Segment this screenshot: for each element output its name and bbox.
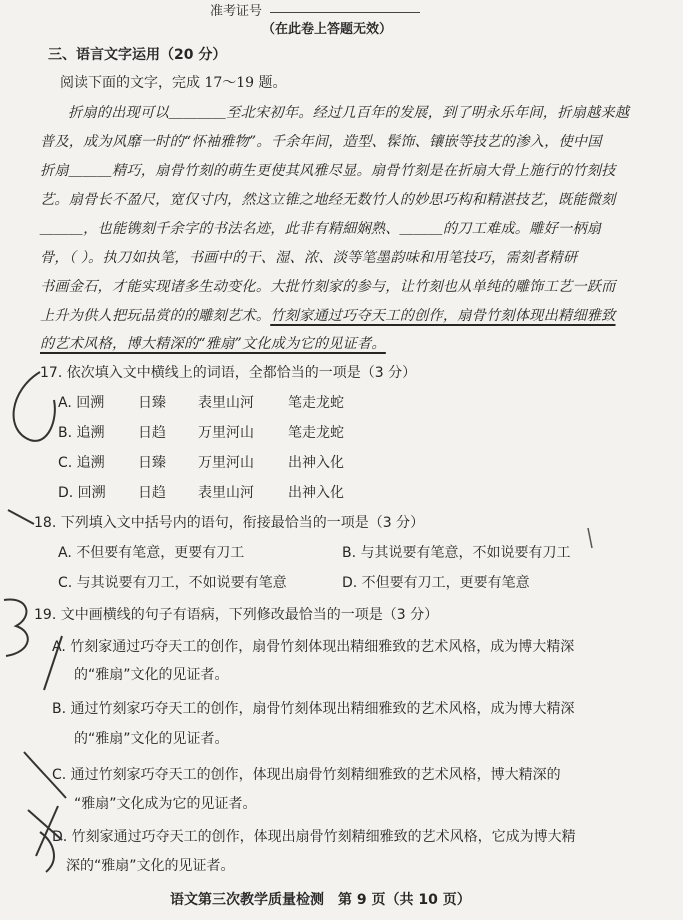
passage-line: 普及，成为风靡一时的“怀袖雅物”。千余年间，造型、髹饰、镶嵌等技艺的渗入，使中国 [40,134,602,150]
q17-a-word1: A. 回溯 [58,395,105,411]
q17-a-word2: 日臻 [138,395,166,411]
passage-line: 艺。扇骨长不盈尺，宽仅寸内，然这立锥之地经无数竹人的妙思巧构和精湛技艺，既能微刻 [40,192,616,208]
q17-a-word4: 笔走龙蛇 [288,395,344,411]
q17-c-word1: C. 追溯 [58,455,105,471]
q19-option-d-line2[interactable]: 深的“雅扇”文化的见证者。 [66,858,235,874]
q19-option-a-line2[interactable]: 的“雅扇”文化的见证者。 [74,667,229,683]
q18-option-a[interactable]: A. 不但要有笔意，更要有刀工 [58,545,245,561]
q17-option-b[interactable] [58,422,344,442]
q17-d-word3: 表里山河 [198,485,254,501]
q19-option-b-line2[interactable]: 的“雅扇”文化的见证者。 [74,731,229,747]
q19-option-c-line1[interactable]: C. 通过竹刻家巧夺天工的创作，体现出扇骨竹刻精细雅致的艺术风格，博大精深的 [52,767,561,783]
q18-option-b[interactable]: B. 与其说要有笔意，不如说要有刀工 [342,545,571,561]
q19-option-b-line1[interactable]: B. 通过竹刻家巧夺天工的创作，扇骨竹刻体现出精细雅致的艺术风格，成为博大精深 [52,701,575,717]
passage-line: 骨，（ ）。执刀如执笔，书画中的干、湿、浓、淡等笔墨韵味和用笔技巧，需刻者精研 [40,250,578,266]
q17-b-word3: 万里河山 [198,425,254,441]
q17-option-a[interactable] [58,392,344,412]
q17-c-word4: 出神入化 [288,455,344,471]
q18-option-c[interactable]: C. 与其说要有刀工，不如说要有笔意 [58,575,287,591]
question-18-stem: 18. 下列填入文中括号内的语句，衔接最恰当的一项是（3 分） [34,515,425,531]
q17-d-word1: D. 回溯 [58,485,106,501]
q17-c-word3: 万里河山 [198,455,254,471]
q17-c-word2: 日臻 [138,455,166,471]
section-title: 三、语言文字运用（20 分） [48,47,227,63]
q17-b-word1: B. 追溯 [58,425,105,441]
passage-line: 上升为供人把玩品赏的的雕刻艺术。 [40,308,271,324]
exam-id-label: 准考证号 [210,4,263,19]
q17-b-word4: 笔走龙蛇 [288,425,344,441]
q17-option-c[interactable] [58,452,344,472]
question-17-stem: 17. 依次填入文中横线上的词语，全都恰当的一项是（3 分） [40,365,417,381]
section-instruction: 阅读下面的文字，完成 17～19 题。 [60,75,287,91]
q17-d-word4: 出神入化 [288,485,344,501]
passage-line: ＿＿＿，也能镌刻千余字的书法名迹，此非有精細娴熟、＿＿＿的刀工难成。雕好一柄扇 [40,221,602,237]
q17-a-word3: 表里山河 [198,395,254,411]
passage-line-with-underline [40,305,616,325]
q19-option-d-line1[interactable]: D. 竹刻家通过巧夺天工的创作，体现出扇骨竹刻精细雅致的艺术风格，它成为博大精 [52,829,576,845]
pen-mark-q18 [8,510,34,524]
pen-mark-q17 [14,372,55,441]
q17-d-word2: 日趋 [138,485,166,501]
page-footer: 语文第三次教学质量检测 第 9 页（共 10 页） [170,892,471,908]
pen-mark-q19 [4,599,28,656]
q19-option-a-line1[interactable]: A. 竹刻家通过巧夺天工的创作，扇骨竹刻体现出精细雅致的艺术风格，成为博大精深 [52,639,575,655]
q19-option-c-line2[interactable]: “雅扇”文化成为它的见证者。 [74,796,257,812]
exam-id-blank [270,12,420,13]
passage-line: 书画金石，才能实现诸多生动变化。大批竹刻家的参与，让竹刻也从单纯的雕饰工艺一跃而 [40,279,616,295]
answer-invalid-notice: （在此卷上答题无效） [262,22,393,37]
passage-line: 折扇的出现可以＿＿＿＿至北宋初年。经过几百年的发展，到了明永乐年间，折扇越来越 [68,105,630,121]
pen-tick-q18 [588,528,592,548]
underlined-sentence-part2: 的艺术风格，博大精深的“雅扇”文化成为它的见证者。 [40,336,386,352]
q17-option-d[interactable] [58,482,344,502]
underlined-sentence-part1: 竹刻家通过巧夺天工的创作，扇骨竹刻体现出精细雅致 [270,308,616,324]
q18-option-d[interactable]: D. 不但要有刀工，更要有笔意 [342,575,530,591]
q17-b-word2: 日趋 [138,425,166,441]
question-19-stem: 19. 文中画横线的句子有语病，下列修改最恰当的一项是（3 分） [34,607,439,623]
passage-line: 折扇＿＿＿精巧，扇骨竹刻的萌生更使其风雅尽显。扇骨竹刻是在折扇大骨上施行的竹刻技 [40,163,616,179]
